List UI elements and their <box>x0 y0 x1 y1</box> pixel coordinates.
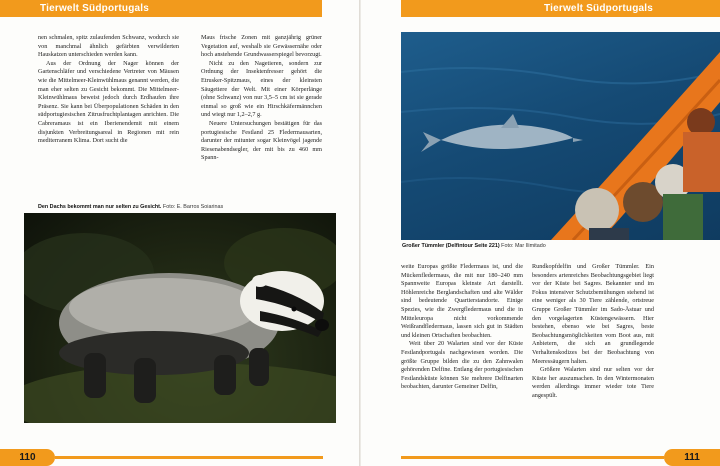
paragraph: Aus der Ordnung der Nager können der Gartenschläfer und verschiedene Vertreter von Mäusen wie die Mittelmeer-Kleinwühlmaus genannt werden, die man eher selten zu Gesicht bekommt. Die Mittelmeer-Kleinwühlmaus beweist jedoch durch Erdhaufen ihre Präsenz. Sie kann bei Überpopulationen Schäden in den südportugiesischen Zitrusfruchtplantagen anrichten. Die Cabreramaus ist ein Iberienendemit mit einem disjunkten Verbreitungsareal in Regionen mit rein mediterranem Klima. Dort sucht die <box>38 59 179 145</box>
paragraph: weite Europas größte Fledermaus ist, und die Mückenfledermaus, die mit nur 180–240 mm Spannweite Europas kleinste Art darstellt. Höhlenreiche Berglandschaften und alte Wälder sind bedeutende Quartierstandorte. Einige Spezies, wie die Zwergfledermaus und die in Mitteleuropa nicht vorkommende Weißrandfledermaus, lassen sich gut in Städten und kleinen Ortschaften beobachten. <box>401 263 523 339</box>
dolphin-caption <box>402 243 546 250</box>
paragraph: nen schmalen, spitz zulaufenden Schwanz, wodurch sie von manchmal ähnlich gefärbten verwilderten Hauskatzen unterschieden werden kann. <box>38 34 179 59</box>
paragraph: Maus frische Zonen mit ganzjährig grüner Vegetation auf, weshalb sie Gewässernähe oder hoch anstehende Grundwasserspiegel bevorzugt. <box>201 34 322 59</box>
caption-text: Den Dachs bekommt man nur selten zu Gesicht. <box>38 204 162 210</box>
page-number-right: 111 <box>664 449 720 466</box>
caption-text: Großer Tümmler (Delfintour Seite 221) <box>402 243 500 249</box>
badger-illustration <box>24 213 336 423</box>
left-column-1 <box>38 34 179 146</box>
running-head-right: Tierwelt Südportugals <box>401 0 720 17</box>
photo-credit: Foto: Mar Ilimitado <box>501 243 546 249</box>
paragraph: Weit über 20 Walarten sind vor der Küste Festlandportugals nachgewiesen worden. Die größte Gruppe bilden die zu den Zahnwalen gehörenden Delfine. Entlang der portugiesischen Festlandsküste können Sie mehrere Delfinarten beobachten, darunter Gemeiner Delfin, <box>401 340 523 391</box>
paragraph: Nicht zu den Nagetieren, sondern zur Ordnung der Insektenfresser gehört die Etrusker-Spitzmaus, eines der kleinsten Säugetiere der Welt. Mit einer Körperlänge (ohne Schwanz) von nur 3,5–5 cm ist sie gerade einmal so groß wie ein Hirschkäfermännchen und wiegt nur 1,2–2,7 g. <box>201 59 322 119</box>
running-head-left: Tierwelt Südportugals <box>0 0 322 17</box>
photo-credit: Foto: E. Barros Soiarinas <box>162 204 224 210</box>
badger-photo <box>24 213 336 423</box>
left-column-2 <box>201 34 322 163</box>
page-number-left: 110 <box>0 449 55 466</box>
paragraph: Neuere Untersuchungen bestätigen für das portugiesische Festland 25 Fledermausarten, darunter der mitunter sogar Kleinvögel jagende Riesenabendsegler, der mit bis zu 460 mm Spann- <box>201 119 322 162</box>
right-column-1 <box>401 263 523 392</box>
paragraph: Rundkopfdelfin und Großer Tümmler. Ein besonders artenreiches Beobachtungsgebiet liegt vor der Küste bei Sagres. Bekannter und im Fokus intensiver Schutzbemühungen stehend ist eine weniger als 30 Tiere zählende, ortstreue Gruppe Großer Tümmler im Sado-Ästuar und den vorgelagerten Küstengewässern. Hier bestehen, ebenso wie bei Sagres, beste Beobachtungsmöglichkeiten vom Boot aus, mit Anbietern, die sich an grundlegende Verhaltenskodizes bei der Beobachtung von Meeressäugern halten. <box>532 263 654 365</box>
footer-bar-right <box>401 456 664 459</box>
badger-caption <box>38 204 223 211</box>
dolphin-photo <box>401 32 720 240</box>
paragraph: Größere Walarten sind nur selten vor der Küste her auszumachen. In den Wintermonaten werden allerdings immer wieder tote Tiere angespült. <box>532 366 654 399</box>
dolphin-boat-illustration <box>401 32 720 240</box>
gutter <box>359 0 361 466</box>
right-column-2 <box>532 263 654 401</box>
footer-bar-left <box>55 456 323 459</box>
